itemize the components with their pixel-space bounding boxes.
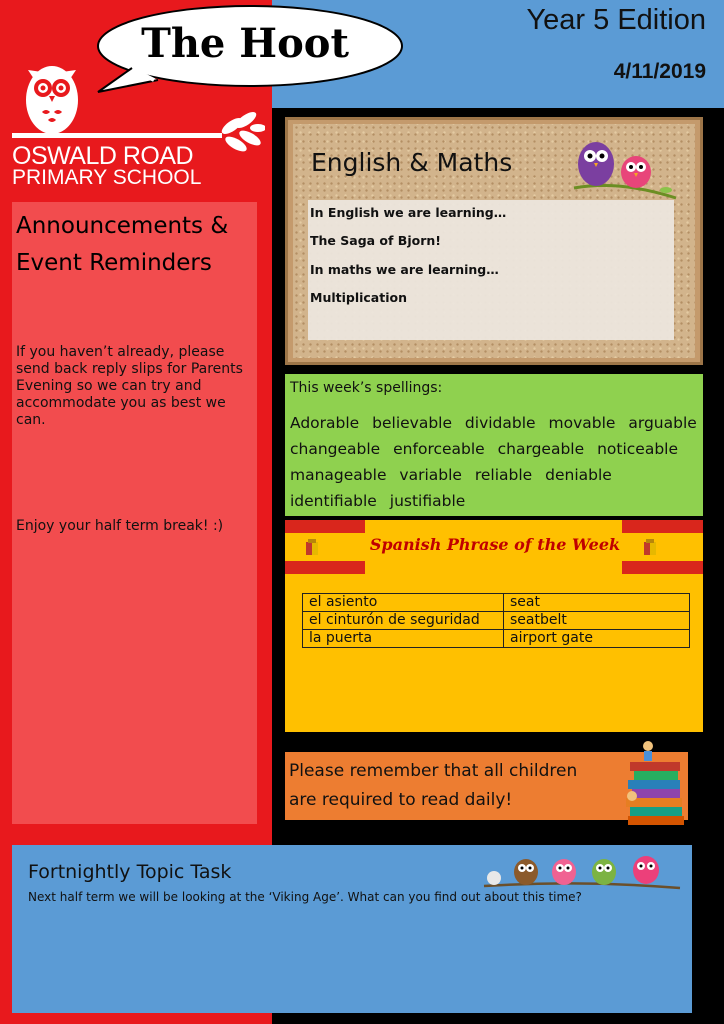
owl-row-icon [482,850,682,892]
english-word: seat [504,594,690,612]
spanish-word: el cinturón de seguridad [303,612,504,630]
table-row [303,594,690,612]
spanish-word: la puerta [303,630,504,648]
spain-flag-stripe [622,561,703,574]
reading-reminder-text: Please remember that all children are required to read daily! [289,761,578,810]
announcements-panel [12,202,257,824]
announcements-heading: Announcements & Event Reminders [16,213,229,276]
spellings-heading: This week’s spellings: [290,380,443,396]
book-stack-icon [620,738,690,830]
english-maths-heading: English & Maths [311,148,513,177]
spellings-word-list: Adorable believable dividable movable arguable changeable enforceable chargeable noticeable manageable variable reliable deniable identifiable justifiable [290,414,697,510]
spain-coat-of-arms-icon [640,538,660,558]
announcement-parents-evening: If you haven’t already, please send back reply slips for Parents Evening so we can try and accommodate you as best we can. [16,344,243,428]
edition-label: Year 5 Edition [526,4,706,36]
spain-coat-of-arms-icon [302,538,322,558]
spanish-heading: Spanish Phrase of the Week [369,535,621,554]
spain-flag-stripe [285,520,365,533]
school-name-line2: PRIMARY SCHOOL [12,166,202,189]
english-maths-line: In maths we are learning… [310,262,499,277]
announcement-half-term: Enjoy your half term break! :) [16,518,224,534]
table-row [303,630,690,648]
topic-task-heading: Fortnightly Topic Task [28,861,232,883]
issue-date: 4/11/2019 [613,60,706,83]
table-row [303,612,690,630]
school-name-line1: OSWALD ROAD [12,142,194,170]
english-word: airport gate [504,630,690,648]
newsletter-title: The Hoot [141,20,349,67]
english-word: seatbelt [504,612,690,630]
topic-task-text: Next half term we will be looking at the ‘Viking Age’. What can you find out about this time? [28,890,582,904]
english-maths-line: The Saga of Bjorn! [310,233,441,248]
spanish-word: el asiento [303,594,504,612]
english-maths-line: In English we are learning… [310,205,507,220]
spanish-vocab-table [302,593,690,648]
owls-on-branch-icon [570,136,680,204]
spain-flag-stripe [622,520,703,533]
spain-flag-stripe [285,561,365,574]
english-maths-line: Multiplication [310,290,407,305]
